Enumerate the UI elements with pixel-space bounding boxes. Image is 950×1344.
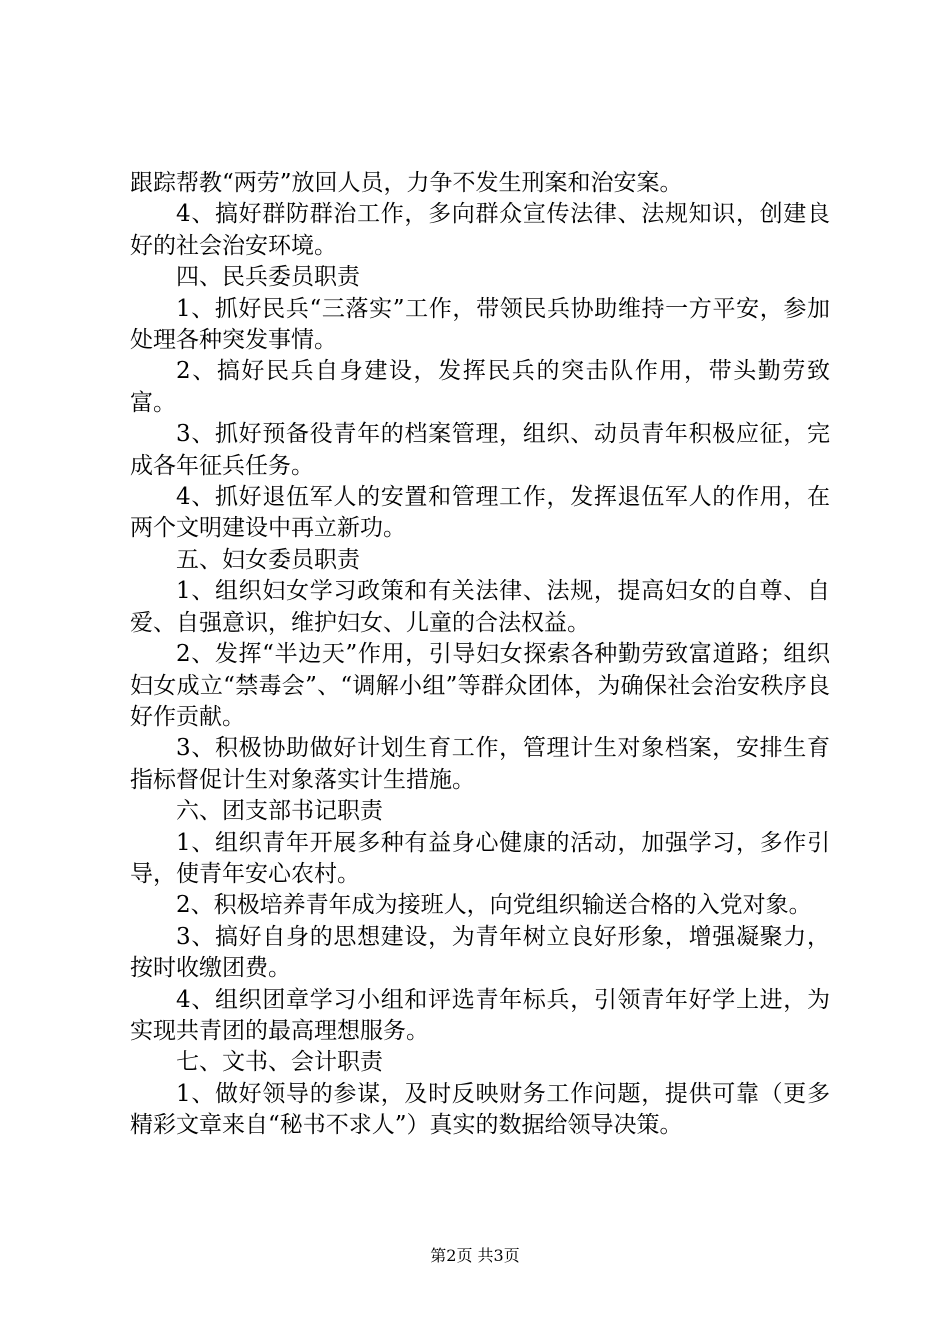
paragraph: 4、搞好群防群治工作，多向群众宣传法律、法规知识，创建良好的社会治安环境。: [130, 201, 830, 259]
section-heading: 六、团支部书记职责: [176, 798, 383, 825]
paragraph: 2、搞好民兵自身建设，发挥民兵的突击队作用，带头勤劳致富。: [130, 358, 830, 416]
paragraph: 2、积极培养青年成为接班人，向党组织输送合格的入党对象。: [176, 892, 812, 919]
section-heading: 七、文书、会计职责: [176, 1049, 383, 1076]
paragraph: 4、组织团章学习小组和评选青年标兵，引领青年好学上进，为实现共青团的最高理想服务。: [130, 986, 830, 1044]
paragraph: 1、抓好民兵“三落实”工作，带领民兵协助维持一方平安，参加处理各种突发事情。: [130, 295, 830, 354]
section-heading: 五、妇女委员职责: [176, 546, 360, 573]
paragraph: 3、积极协助做好计划生育工作，管理计生对象档案，安排生育指标督促计生对象落实计生措施。: [130, 735, 830, 793]
paragraph: 1、做好领导的参谋，及时反映财务工作问题，提供可靠（更多精彩文章来自“秘书不求人”）真实的数据给领导决策。: [130, 1080, 830, 1139]
paragraph: 3、搞好自身的思想建设，为青年树立良好形象，增强凝聚力，按时收缴团费。: [130, 923, 830, 982]
paragraph: 4、抓好退伍军人的安置和管理工作，发挥退伍军人的作用，在两个文明建设中再立新功。: [130, 484, 830, 542]
paragraph: 3、抓好预备役青年的档案管理，组织、动员青年积极应征，完成各年征兵任务。: [130, 421, 830, 479]
page-footer: [0, 1243, 950, 1266]
paragraph: 1、组织青年开展多种有益身心健康的活动，加强学习，多作引导，使青年安心农村。: [130, 829, 830, 887]
paragraph: 1、组织妇女学习政策和有关法律、法规，提高妇女的自尊、自爱、自强意识，维护妇女、儿童的合法权益。: [130, 578, 830, 636]
document-body: [130, 168, 830, 1142]
page-number-label: 第2页 共3页: [430, 1246, 520, 1265]
section-heading: 四、民兵委员职责: [176, 264, 360, 291]
paragraph: 2、发挥“半边天”作用，引导妇女探索各种勤劳致富道路；组织妇女成立“禁毒会”、“调解小组”等群众团体，为确保社会治安秩序良好作贡献。: [130, 641, 830, 730]
paragraph-continuation: 跟踪帮教“两劳”放回人员，力争不发生刑案和治安案。: [130, 170, 683, 196]
